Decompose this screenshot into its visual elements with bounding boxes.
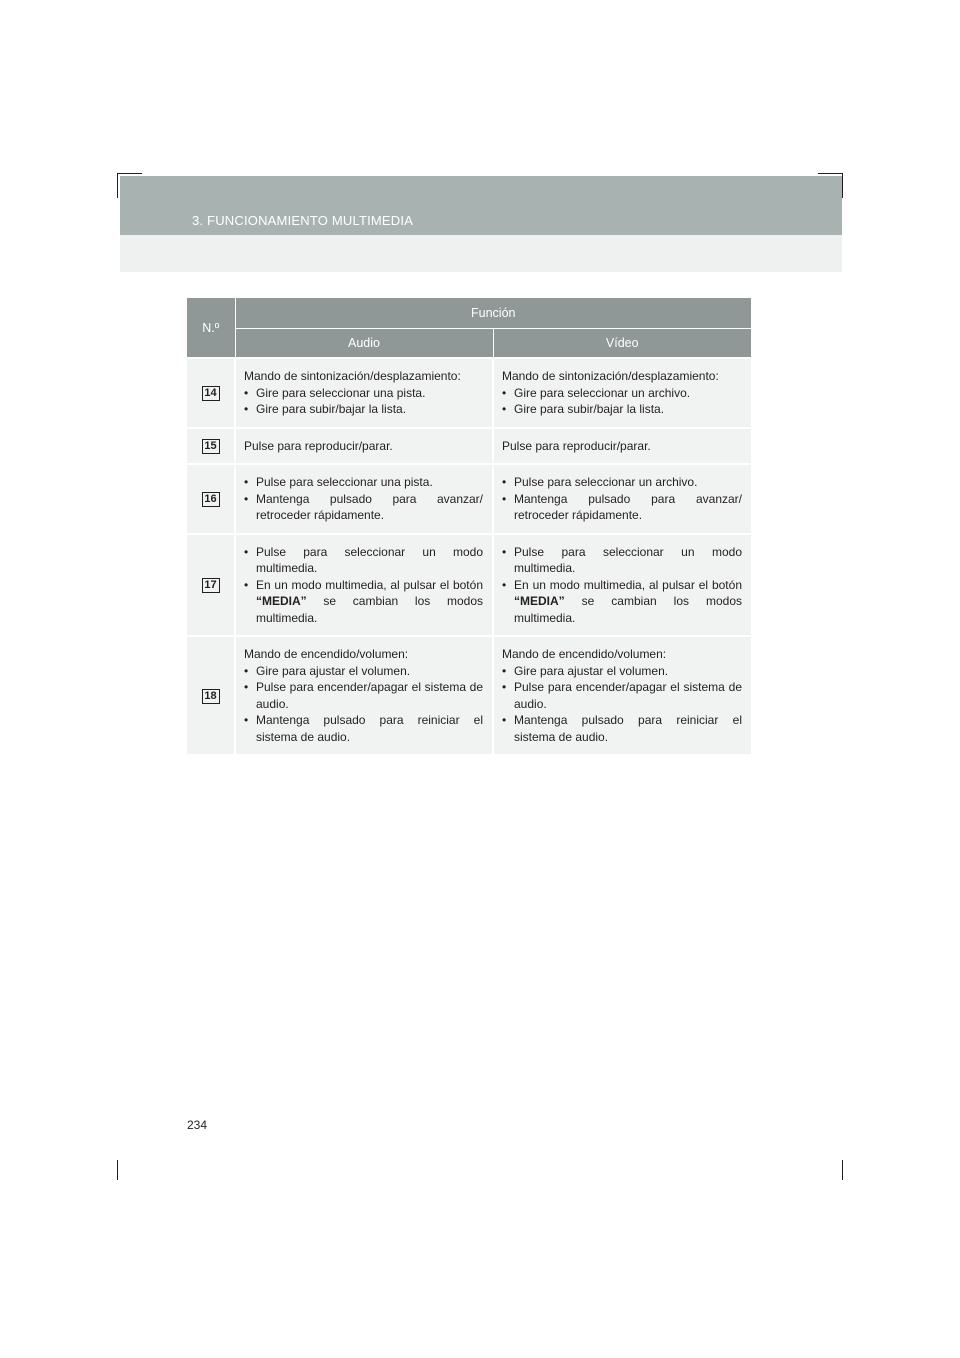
table-row bbox=[187, 428, 751, 465]
table-row bbox=[187, 358, 751, 428]
video-cell bbox=[493, 464, 751, 534]
column-header-video: Vídeo bbox=[493, 328, 751, 358]
header-sub-band bbox=[120, 235, 842, 272]
audio-cell bbox=[235, 534, 493, 637]
crop-mark bbox=[842, 1160, 843, 1180]
table-row bbox=[187, 636, 751, 754]
cell-intro: Pulse para reproducir/parar. bbox=[502, 438, 651, 453]
video-cell bbox=[493, 428, 751, 465]
media-text-post: se cambian los modos multimedia. bbox=[514, 594, 742, 625]
cell-intro: Mando de encendido/volumen: bbox=[502, 647, 667, 661]
bullet-item: • Gire para subir/bajar la lista. bbox=[502, 401, 742, 418]
cell-intro: Mando de sintonización/desplazamiento: bbox=[502, 369, 719, 383]
bullet-item: • Pulse para seleccionar un modo multimedia. bbox=[244, 544, 483, 577]
row-number-cell bbox=[187, 358, 235, 428]
video-cell bbox=[493, 358, 751, 428]
row-number-cell bbox=[187, 464, 235, 534]
bullet-item: • Pulse para seleccionar un archivo. bbox=[502, 474, 742, 491]
column-header-number: N.º bbox=[187, 298, 235, 358]
row-number-badge: 16 bbox=[202, 492, 220, 507]
audio-cell bbox=[235, 428, 493, 465]
column-header-function: Función bbox=[235, 298, 751, 328]
bullet-item bbox=[244, 577, 483, 627]
video-cell bbox=[493, 534, 751, 637]
bullet-item: • Mantenga pulsado para avanzar/ retroceder rápidamente. bbox=[502, 491, 742, 524]
media-text-pre: En un modo multimedia, al pulsar el botón bbox=[514, 577, 742, 592]
column-header-audio: Audio bbox=[235, 328, 493, 358]
crop-mark bbox=[117, 173, 118, 198]
bullet-item: • Gire para ajustar el volumen. bbox=[502, 663, 742, 680]
bullet-item: • Gire para seleccionar un archivo. bbox=[502, 385, 742, 402]
row-number-badge: 18 bbox=[202, 689, 220, 704]
bullet-item: • Pulse para seleccionar un modo multimedia. bbox=[502, 544, 742, 577]
crop-mark bbox=[117, 173, 142, 174]
bullet-item: • Pulse para encender/apagar el sistema de audio. bbox=[502, 679, 742, 712]
video-cell bbox=[493, 636, 751, 754]
row-number-cell bbox=[187, 428, 235, 465]
table-row bbox=[187, 464, 751, 534]
bullet-item: • Mantenga pulsado para reiniciar el sistema de audio. bbox=[244, 712, 483, 745]
bullet-item: • Gire para seleccionar una pista. bbox=[244, 385, 483, 402]
function-table bbox=[187, 298, 751, 754]
media-button-label: “MEDIA” bbox=[256, 594, 307, 608]
bullet-item bbox=[502, 577, 742, 627]
media-text-pre: En un modo multimedia, al pulsar el botón bbox=[256, 577, 483, 592]
bullet-item: • Mantenga pulsado para avanzar/ retroceder rápidamente. bbox=[244, 491, 483, 524]
audio-cell bbox=[235, 464, 493, 534]
table-row bbox=[187, 534, 751, 637]
bullet-item: • Pulse para encender/apagar el sistema de audio. bbox=[244, 679, 483, 712]
row-number-badge: 15 bbox=[202, 439, 220, 454]
page-number: 234 bbox=[187, 1118, 208, 1132]
row-number-cell bbox=[187, 636, 235, 754]
bullet-item: • Pulse para seleccionar una pista. bbox=[244, 474, 483, 491]
bullet-item: • Mantenga pulsado para reiniciar el sistema de audio. bbox=[502, 712, 742, 745]
bullet-item: • Gire para subir/bajar la lista. bbox=[244, 401, 483, 418]
crop-mark bbox=[842, 173, 843, 198]
cell-intro: Pulse para reproducir/parar. bbox=[244, 438, 393, 453]
row-number-badge: 17 bbox=[202, 578, 220, 593]
media-text-post: se cambian los modos multimedia. bbox=[256, 594, 483, 625]
section-title: 3. FUNCIONAMIENTO MULTIMEDIA bbox=[192, 213, 414, 228]
row-number-cell bbox=[187, 534, 235, 637]
bullet-item: • Gire para ajustar el volumen. bbox=[244, 663, 483, 680]
cell-intro: Mando de sintonización/desplazamiento: bbox=[244, 369, 461, 383]
media-button-label: “MEDIA” bbox=[514, 594, 565, 608]
cell-intro: Mando de encendido/volumen: bbox=[244, 647, 409, 661]
crop-mark bbox=[818, 173, 843, 174]
header-band bbox=[120, 176, 842, 235]
row-number-badge: 14 bbox=[202, 386, 220, 401]
audio-cell bbox=[235, 358, 493, 428]
crop-mark bbox=[117, 1160, 118, 1180]
audio-cell bbox=[235, 636, 493, 754]
